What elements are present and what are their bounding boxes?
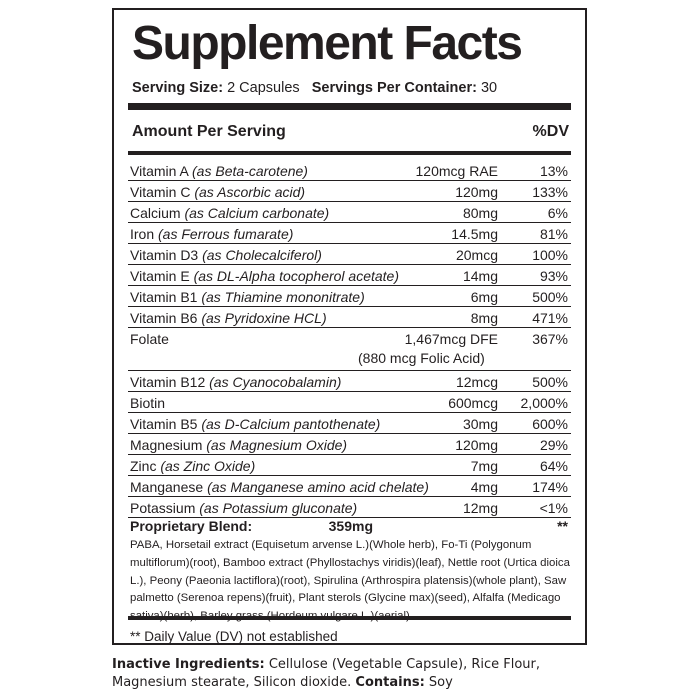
nutrient-name-text: Folate [130,331,169,347]
nutrient-source: (as Potassium gluconate) [199,500,358,516]
nutrient-amount: 7mg [470,458,498,474]
thick-divider [128,103,571,110]
nutrient-row [128,371,571,392]
nutrient-source: (as Cyanocobalamin) [209,374,342,390]
nutrient-amount: 8mg [470,310,498,326]
nutrient-source: (as Manganese amino acid chelate) [207,479,429,495]
nutrient-note: (880 mcg Folic Acid) [358,350,485,366]
header-divider [128,151,571,155]
contains-label: Contains: [355,675,425,690]
nutrient-amount: 120mg [455,184,498,200]
blend-amount: 359mg [328,518,373,534]
nutrient-row [128,476,571,497]
nutrient-name-text: Potassium [130,500,196,516]
nutrient-amount: 14mg [462,268,498,284]
inactive-ingredients [112,656,592,692]
nutrient-source: (as Ascorbic acid) [194,184,306,200]
nutrient-amount: 30mg [462,416,498,432]
serving-size-value: 2 Capsules [227,80,300,96]
nutrient-name-text: Iron [130,226,155,242]
serving-size-label: Serving Size: [132,80,224,96]
nutrient-row [128,181,571,202]
nutrient-name-text: Calcium [130,205,181,221]
nutrient-amount: 20mcg [455,247,498,263]
nutrient-amount: 6mg [470,289,498,305]
nutrient-source: (as Calcium carbonate) [184,205,330,221]
panel-title: Supplement Facts [132,17,522,70]
nutrient-amount: 1,467mcg DFE [404,331,498,347]
supplement-facts-panel [112,8,587,645]
nutrient-name [130,458,255,474]
nutrient-row [128,307,571,328]
nutrient-name-text: Vitamin B12 [130,374,206,390]
nutrient-amount: 12mcg [455,374,498,390]
nutrient-row [128,413,571,434]
nutrient-row [128,328,571,371]
servings-per-container-value: 30 [480,80,498,96]
nutrient-name-text: Manganese [130,479,204,495]
nutrient-name [130,416,380,432]
nutrient-row [128,455,571,476]
nutrient-dv: 133% [532,184,568,200]
nutrient-name-text: Vitamin D3 [130,247,199,263]
nutrient-dv: 93% [539,268,568,284]
nutrient-row [128,160,571,181]
nutrient-dv: 174% [532,479,568,495]
blend-dv: ** [557,518,568,534]
nutrient-amount: 12mg [462,500,498,516]
nutrient-name-text: Vitamin B1 [130,289,198,305]
nutrient-source: (as Thiamine mononitrate) [201,289,365,305]
proprietary-blend-row [128,515,571,536]
nutrient-name [130,374,341,390]
nutrient-name [130,395,165,411]
nutrient-row [128,202,571,223]
nutrient-name [130,331,169,347]
amount-per-serving-header: Amount Per Serving [132,123,286,140]
nutrient-name-text: Magnesium [130,437,203,453]
nutrient-name [130,500,357,516]
nutrient-source: (as DL-Alpha tocopherol acetate) [193,268,400,284]
nutrient-row [128,286,571,307]
nutrient-name [130,205,329,221]
nutrient-name [130,184,305,200]
nutrient-dv: 13% [539,163,568,179]
contains-text: Soy [428,675,453,690]
nutrient-row [128,392,571,413]
nutrient-dv: 500% [532,374,568,390]
nutrient-name [130,268,399,284]
nutrient-source: (as Ferrous fumarate) [158,226,294,242]
nutrient-name [130,247,322,263]
nutrient-name [130,289,365,305]
nutrient-dv: 500% [532,289,568,305]
nutrient-name [130,226,293,242]
nutrient-name [130,437,347,453]
nutrient-dv: 367% [532,331,568,347]
footnote-divider [128,616,571,620]
nutrient-row [128,223,571,244]
nutrient-source: (as Magnesium Oxide) [206,437,348,453]
nutrient-dv: 471% [532,310,568,326]
nutrient-row [128,244,571,265]
nutrient-amount: 120mcg RAE [415,163,498,179]
nutrient-dv: 6% [547,205,568,221]
nutrient-amount: 80mg [462,205,498,221]
dv-footnote: ** Daily Value (DV) not established [130,629,338,644]
nutrient-amount: 14.5mg [451,226,498,242]
nutrient-dv: 64% [539,458,568,474]
nutrient-amount: 120mg [455,437,498,453]
nutrient-name-text: Biotin [130,395,166,411]
servings-per-container-label: Servings Per Container: [311,80,477,96]
nutrient-name-text: Vitamin B5 [130,416,198,432]
nutrient-name-text: Vitamin B6 [130,310,198,326]
nutrient-source: (as Cholecalciferol) [202,247,322,263]
nutrient-dv: 600% [532,416,568,432]
nutrient-dv: 29% [539,437,568,453]
nutrient-row [128,265,571,286]
nutrient-source: (as Pyridoxine HCL) [201,310,327,326]
nutrient-dv: 81% [539,226,568,242]
nutrient-dv: <1% [539,500,568,516]
blend-ingredients: PABA, Horsetail extract (Equisetum arvense L.)(Whole herb), Fo-Ti (Polygonum multiflorum)(root), Bamboo extract (Phyllostachys viridis)(leaf), Nettle root (Urtica dioica L.), Peony (Paeonia lactiflora)(root), Spirulina (Arthrospira platensis)(whole plant), Saw palmetto (Serenoa repens)(fruit), Plant sterols (Glycine max)(seed), Alfalfa (Medicago [130,539,570,605]
nutrient-dv: 100% [532,247,568,263]
nutrient-amount: 600mcg [448,395,498,411]
nutrient-name-text: Vitamin E [130,268,190,284]
nutrient-name-text: Vitamin A [130,163,189,179]
blend-label: Proprietary Blend: [130,518,253,534]
nutrient-dv: 2,000% [520,395,568,411]
dv-header: %DV [532,123,569,140]
serving-info [132,80,497,96]
nutrient-amount: 4mg [470,479,498,495]
nutrient-name [130,163,308,179]
nutrient-name [130,479,429,495]
nutrient-row [128,434,571,455]
nutrient-name-text: Vitamin C [130,184,191,200]
inactive-label: Inactive Ingredients: [112,657,265,672]
nutrient-source: (as D-Calcium pantothenate) [201,416,381,432]
nutrient-name [130,310,327,326]
nutrient-source: (as Zinc Oxide) [160,458,256,474]
nutrient-source: (as Beta-carotene) [192,163,308,179]
nutrient-name-text: Zinc [130,458,157,474]
inactive-text: Cellulose (Vegetable Capsule), Rice Flour, Magnesium stearate, Silicon dioxide. [112,657,541,690]
